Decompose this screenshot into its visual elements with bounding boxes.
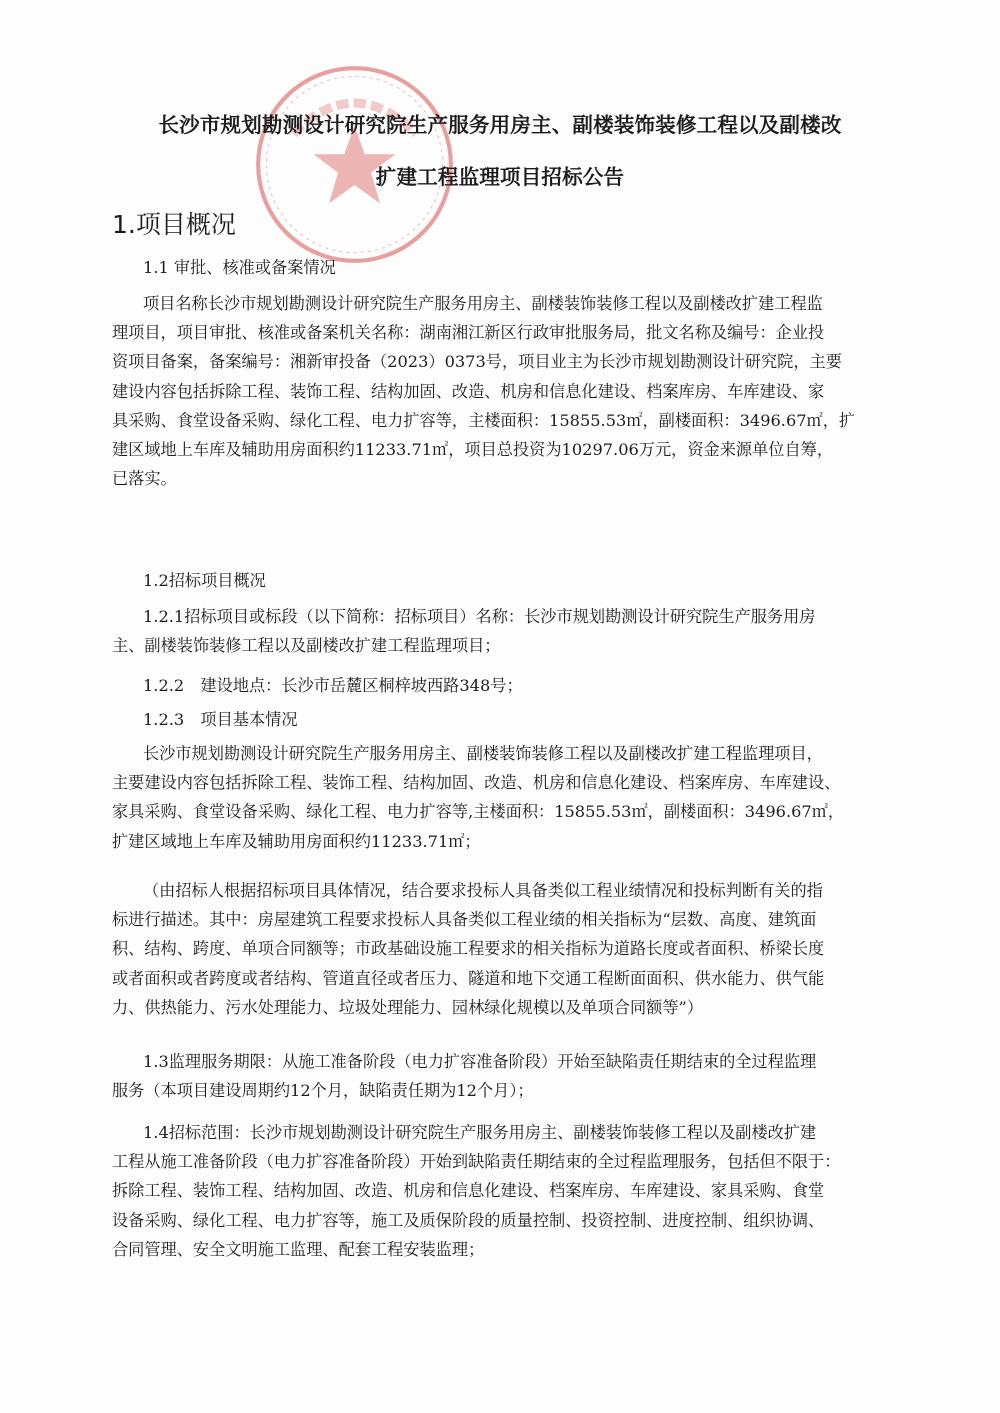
section-heading-project-overview: 1.项目概况 <box>112 210 236 239</box>
paragraph-1-4: 1.4招标范围：长沙市规划勘测设计研究院生产服务用房主、副楼装饰装修工程以及副楼改扩建 工程从施工准备阶段（电力扩容准备阶段）开始到缺陷责任期结束的全过程监理服务，包括但不限于： 拆除工程、装饰工程、结构加固、改造、机房和信息化建设、档案库房、车库建设、家具采购、食堂 设备采购、绿化工程、电力扩容等，施工及质保阶段的质量控制、投资控制、进度控制、组织协调、 合同管理、安全文明施工监理、配套工程安装监理； <box>112 1123 841 1259</box>
document-title-line-1: 长沙市规划勘测设计研究院生产服务用房主、副楼装饰装修工程以及副楼改 <box>158 113 842 137</box>
paragraph-1-2-2: 1.2.2 建设地点：长沙市岳麓区桐梓坡西路348号； <box>143 676 523 695</box>
paragraph-1-2-3: 长沙市规划勘测设计研究院生产服务用房主、副楼装饰装修工程以及副楼改扩建工程监理项目， 主要建设内容包括拆除工程、装饰工程、结构加固、改造、机房和信息化建设、档案库房、车库建设、 家具采购、食堂设备采购、绿化工程、电力扩容等,主楼面积：15855.53㎡，副楼面积：3496.67㎡， 扩建区域地上车库及辅助用房面积约11233.71㎡； <box>112 744 845 851</box>
heading-1-1: 1.1 审批、核准或备案情况 <box>143 258 336 277</box>
heading-1-2: 1.2招标项目概况 <box>143 571 266 590</box>
document-title-line-2: 扩建工程监理项目招标公告 <box>375 165 625 189</box>
paragraph-1-1: 项目名称长沙市规划勘测设计研究院生产服务用房主、副楼装饰装修工程以及副楼改扩建工程监 理项目，项目审批、核准或备案机关名称：湖南湘江新区行政审批服务局，批文名称及编号：企业投 资项目备案，备案编号：湘新审投备（2023）0373号，项目业主为长沙市规划勘测设计研究院，主要 建设内容包括拆除工程、装饰工程、结构加固、改造、机房和信息化建设、档案库房、车库建设、家 具采购、食堂设备采购、绿化工程、电力扩容等，主楼面积：15855.53㎡，副楼面积：3496.67㎡，扩 建区域地上车库及辅助用房面积约11233.71㎡，项目总投资为10297.06万元，资金来源单位自筹， 已落实。 <box>112 294 856 489</box>
paragraph-note: （由招标人根据招标项目具体情况，结合要求投标人具备类似工程业绩情况和投标判断有关的指 标进行描述。其中：房屋建筑工程要求投标人具备类似工程业绩的相关指标为“层数、高度、建筑面 积、结构、跨度、单项合同额等；市政基础设施工程要求的相关指标为道路长度或者面积、桥梁长度 或者面积或者跨度或者结构、管道直径或者压力、隧道和地下交通工程断面面积、供水能力、供气能 力、供热能力、污水处理能力、垃圾处理能力、园林绿化规模以及单项合同额等”） <box>112 881 825 1017</box>
heading-1-2-3: 1.2.3 项目基本情况 <box>143 710 298 729</box>
paragraph-1-2-1: 1.2.1招标项目或标段（以下简称：招标项目）名称：长沙市规划勘测设计研究院生产服务用房 主、副楼装饰装修工程以及副楼改扩建工程监理项目； <box>112 607 816 656</box>
paragraph-1-3: 1.3监理服务期限：从施工准备阶段（电力扩容准备阶段）开始至缺陷责任期结束的全过程监理 服务（本项目建设周期约12个月，缺陷责任期为12个月）； <box>112 1052 817 1101</box>
